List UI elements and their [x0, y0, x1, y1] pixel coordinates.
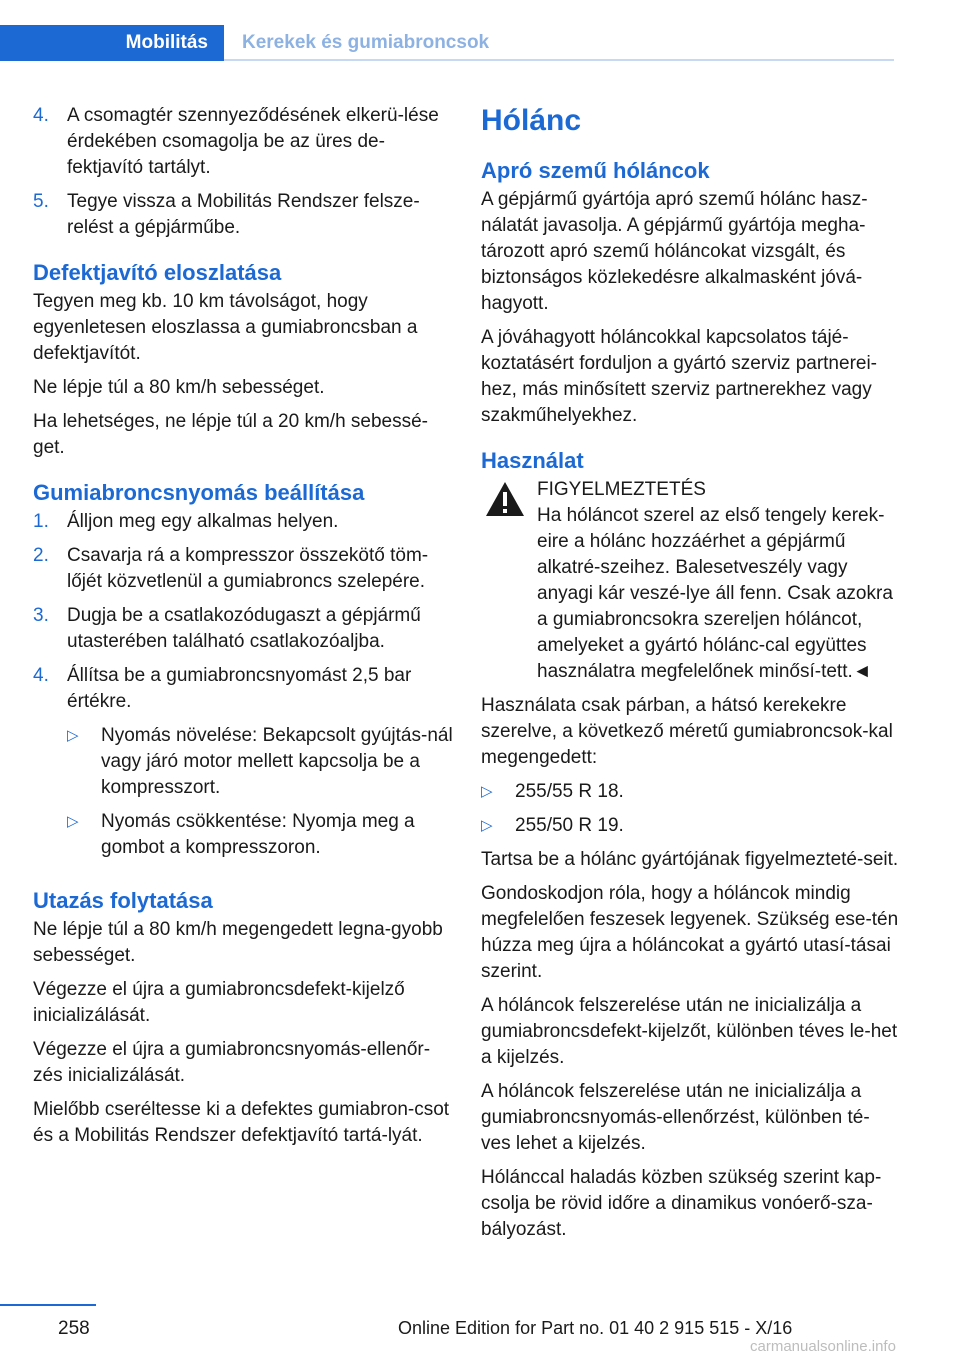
paragraph: Ne lépje túl a 80 km/h megengedett legna-gyobb sebességet.: [33, 919, 443, 966]
paragraph: Ha lehetséges, ne lépje túl a 20 km/h sebessé-get.: [33, 411, 429, 458]
paragraph: A hóláncok felszerelése után ne inicializálja a gumiabroncsnyomás-ellenőrzést, különben té-ves lehet a kijelzés.: [481, 1081, 870, 1154]
list-text: Állítsa be a gumiabroncsnyomást 2,5 bar értékre.: [67, 665, 412, 712]
list-item: [33, 189, 453, 241]
page-number: 258: [58, 1318, 90, 1339]
edition-footer: Online Edition for Part no. 01 40 2 915 515 - X/16: [398, 1318, 793, 1338]
section-heading-tire-pressure: Gumiabroncsnyomás beállítása: [33, 480, 365, 505]
pressure-sublist: [67, 723, 453, 861]
list-item: [67, 723, 453, 801]
list-text: Nyomás csökkentése: Nyomja meg a gombot a kompresszoron.: [101, 811, 415, 858]
paragraph: Gondoskodjon róla, hogy a hóláncok mindig megfelelően feszesek legyenek. Szükség ese-tén húzza meg újra a hóláncokat a gyártó utasí-tásai szerint.: [481, 883, 899, 982]
triangle-right-icon: ▷: [481, 817, 493, 834]
paragraph: Ne lépje túl a 80 km/h sebességet.: [33, 377, 325, 398]
paragraph: Végezze el újra a gumiabroncsnyomás-ellenőr-zés inicializálását.: [33, 1039, 431, 1086]
list-number: 4.: [33, 105, 49, 126]
header-divider: [224, 59, 894, 61]
list-number: 1.: [33, 511, 49, 532]
paragraph: Mielőbb cseréltesse ki a defektes gumiabron-csot és a Mobilitás Rendszer defektjavító tartá-lyát.: [33, 1099, 450, 1146]
section-heading-fine-link-chains: Apró szemű hóláncok: [481, 158, 710, 183]
right-column: [481, 103, 899, 1251]
footer-divider: [0, 1304, 96, 1306]
tab-mobility[interactable]: Mobilitás: [0, 25, 224, 61]
list-text: Csavarja rá a kompresszor összekötő töm-lőjét közvetlenül a gumiabroncs szelepére.: [67, 545, 429, 592]
list-text: Nyomás növelése: Bekapcsolt gyújtás-nál vagy járó motor mellett kapcsolja be a kompresszort.: [101, 725, 453, 798]
watermark: carmanualsonline.info: [750, 1338, 896, 1355]
paragraph: Tartsa be a hólánc gyártójának figyelmezteté-seit.: [481, 849, 899, 870]
triangle-right-icon: ▷: [67, 727, 79, 744]
triangle-right-icon: ▷: [481, 783, 493, 800]
paragraph: A gépjármű gyártója apró szemű hólánc hasz-nálatát javasolja. A gépjármű gyártója megha-tározott apró szemű hóláncokat vizsgált, és biztonságos közlekedésre alkalmasként jóvá-hagyott.: [481, 189, 868, 314]
paragraph: Hólánccal haladás közben szükség szerint kap-csolja be rövid időre a dinamikus vonóerő-sza-bályozást.: [481, 1167, 882, 1240]
paragraph: Tegyen meg kb. 10 km távolságot, hogy egyenletesen eloszlassa a gumiabroncsban a defektjavítót.: [33, 291, 418, 364]
triangle-right-icon: ▷: [67, 813, 79, 830]
list-item: [33, 509, 453, 535]
list-text: 255/50 R 19.: [515, 815, 624, 836]
list-item: [33, 103, 453, 181]
list-text: Dugja be a csatlakozódugaszt a gépjármű utasterében található csatlakozóaljba.: [67, 605, 421, 652]
tab-wheels-and-tires[interactable]: Kerekek és gumiabroncsok: [242, 32, 490, 53]
list-item: [481, 779, 899, 805]
page-title: Hólánc: [481, 104, 582, 137]
paragraph: A jóváhagyott hóláncokkal kapcsolatos tájé-koztatásért forduljon a gyártó szerviz partnerei-hez, más minősített szerviz partnerekhez vagy szakműhelyekhez.: [481, 327, 878, 426]
section-heading-sealant-distribution: Defektjavító eloszlatása: [33, 260, 282, 285]
list-text: A csomagtér szennyeződésének elkerü-lése érdekében csomagolja be az üres de-fektjavító tartályt.: [67, 105, 439, 178]
list-number: 5.: [33, 191, 49, 212]
list-number: 4.: [33, 665, 49, 686]
warning-body: Ha hóláncot szerel az első tengely kerek-eire a hólánc hozzáérhet a gépjármű alkatré-szeihez. Balesetveszély vagy anyagi kár veszé-lye áll fenn. Csak azokra a gumiabroncsokra szereljen hóláncot, amelyeket a gyártó hólánc-cal együttes használatra megfelelőnek minősí-tett.◄: [537, 505, 893, 682]
list-text: 255/55 R 18.: [515, 781, 624, 802]
tire-size-list: [481, 779, 899, 839]
left-column: [33, 103, 453, 1157]
paragraph: Végezze el újra a gumiabroncsdefekt-kijelző inicializálását.: [33, 979, 405, 1026]
list-item: [481, 813, 899, 839]
section-heading-usage: Használat: [481, 448, 584, 473]
list-text: Álljon meg egy alkalmas helyen.: [67, 511, 339, 532]
warning-title: FIGYELMEZTETÉS: [537, 479, 706, 500]
warning-block: [481, 477, 899, 685]
list-item: [33, 603, 453, 655]
paragraph: Használata csak párban, a hátsó kerekekre szerelve, a következő méretű gumiabroncsok-kal megengedett:: [481, 695, 893, 768]
top-list: [33, 103, 453, 241]
list-text: Tegye vissza a Mobilitás Rendszer felsze-relést a gépjárműbe.: [67, 191, 420, 238]
list-number: 3.: [33, 605, 49, 626]
list-item: [67, 809, 453, 861]
header-bar: [0, 0, 960, 62]
list-number: 2.: [33, 545, 49, 566]
pressure-steps-list: [33, 509, 453, 869]
warning-icon: [481, 481, 529, 517]
list-item: [33, 663, 453, 869]
section-heading-continue-driving: Utazás folytatása: [33, 888, 213, 913]
paragraph: A hóláncok felszerelése után ne inicializálja a gumiabroncsdefekt-kijelzőt, különben téves le-het a kijelzés.: [481, 995, 898, 1068]
warning-text: [537, 477, 899, 685]
list-item: [33, 543, 453, 595]
